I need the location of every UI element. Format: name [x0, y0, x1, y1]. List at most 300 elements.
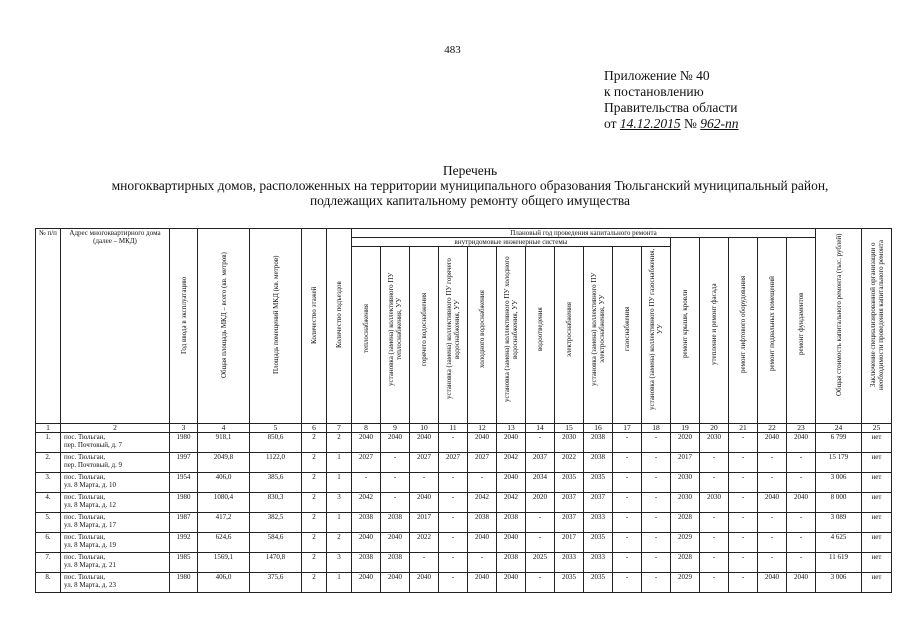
row-number: 8.: [36, 573, 61, 593]
cell-c16: 2035: [584, 533, 613, 553]
row-number: 3.: [36, 473, 61, 493]
table-row: [36, 513, 892, 533]
cell-ent: 1: [327, 513, 352, 533]
cell-c23: -: [787, 553, 816, 573]
address-line: ул. 8 Марта, д. 17: [64, 521, 116, 529]
cell-c20: -: [700, 573, 729, 593]
cell-total: 2049,8: [198, 453, 250, 473]
header-total-area: Общая площадь МКД – всего (кв. метров): [219, 252, 228, 378]
cell-c11: -: [439, 533, 468, 553]
header-hot-water: горячего водоснабжения: [420, 292, 428, 366]
cell-c23: 2040: [787, 573, 816, 593]
row-number: 7.: [36, 553, 61, 573]
cell-c12: 2040: [468, 573, 497, 593]
header-entrances: Количество подъездов: [335, 281, 343, 349]
column-number: 25: [862, 424, 892, 433]
cell-c15: 2017: [555, 533, 584, 553]
header-c14-cell: [526, 247, 555, 424]
column-number: 22: [758, 424, 787, 433]
cell-c12: 2038: [468, 513, 497, 533]
cell-year: 1980: [170, 433, 198, 453]
column-number: 19: [671, 424, 700, 433]
cell-c11: -: [439, 493, 468, 513]
title-line-1: Перечень: [442, 163, 498, 178]
header-floors-cell: [302, 229, 327, 424]
cell-c19: 2030: [671, 493, 700, 513]
cell-c11: 2027: [439, 453, 468, 473]
cell-year: 1954: [170, 473, 198, 493]
cell-c18: -: [642, 473, 671, 493]
address-line: ул. 8 Марта, д. 19: [64, 541, 116, 549]
cell-c10: 2040: [410, 573, 439, 593]
cell-c8: 2038: [352, 513, 381, 533]
cell-prem: 830,3: [250, 493, 302, 513]
cell-c22: 2040: [758, 573, 787, 593]
cell-c24: 8 000: [816, 493, 862, 513]
header-c10-cell: [410, 247, 439, 424]
cell-c23: -: [787, 513, 816, 533]
address-line: пос. Тюльган,: [64, 573, 106, 581]
table-row: [36, 553, 892, 573]
cell-total: 918,1: [198, 433, 250, 453]
cell-c16: 2035: [584, 573, 613, 593]
page-number: 483: [444, 44, 461, 56]
header-c19-cell: [671, 238, 700, 424]
row-number: 1.: [36, 433, 61, 453]
cell-year: 1997: [170, 453, 198, 473]
cell-c10: 2017: [410, 513, 439, 533]
column-number: 1: [36, 424, 61, 433]
cell-total: 624,6: [198, 533, 250, 553]
address-line: пос. Тюльган,: [64, 513, 106, 521]
column-number: 24: [816, 424, 862, 433]
cell-c23: -: [787, 453, 816, 473]
header-c15-cell: [555, 247, 584, 424]
row-address: [61, 513, 170, 533]
cell-c10: -: [410, 473, 439, 493]
header-gas: газоснабжения: [623, 306, 631, 352]
cell-ent: 3: [327, 553, 352, 573]
cell-c15: 2035: [555, 473, 584, 493]
cell-c23: -: [787, 473, 816, 493]
cell-c18: -: [642, 433, 671, 453]
cell-c18: -: [642, 573, 671, 593]
cell-c15: 2030: [555, 433, 584, 453]
repair-table: [35, 228, 892, 593]
cell-c15: 2037: [555, 513, 584, 533]
cell-c16: 2033: [584, 553, 613, 573]
header-c24-cell: [816, 229, 862, 424]
cell-c25: нет: [862, 433, 892, 453]
header-year: Год ввода в эксплуатацию: [179, 276, 188, 354]
table-row: [36, 493, 892, 513]
header-premises-area: Площадь помещений МКД (кв. метров): [271, 255, 280, 375]
cell-c25: нет: [862, 473, 892, 493]
cell-c16: 2035: [584, 473, 613, 493]
cell-c22: -: [758, 453, 787, 473]
cell-prem: 385,6: [250, 473, 302, 493]
cell-ent: 2: [327, 433, 352, 453]
cell-c13: 2042: [497, 453, 526, 473]
cell-c25: нет: [862, 553, 892, 573]
column-number: 18: [642, 424, 671, 433]
column-number: 3: [170, 424, 198, 433]
header-c9-cell: [381, 247, 410, 424]
header-year-cell: [170, 229, 198, 424]
cell-c11: -: [439, 513, 468, 533]
cell-c21: -: [729, 473, 758, 493]
cell-c11: -: [439, 553, 468, 573]
cell-c20: -: [700, 533, 729, 553]
cell-c8: 2042: [352, 493, 381, 513]
address-line: пос. Тюльган,: [64, 453, 106, 461]
cell-prem: 382,5: [250, 513, 302, 533]
header-c11-cell: [439, 247, 468, 424]
cell-c21: -: [729, 533, 758, 553]
cell-c18: -: [642, 453, 671, 473]
header-cold-water-meter: установка (замена) коллективного ПУ холодного водоснабжения, УУ: [503, 256, 519, 402]
cell-c10: 2040: [410, 433, 439, 453]
cell-c24: 3 089: [816, 513, 862, 533]
cell-c19: 2029: [671, 533, 700, 553]
address-line: ул. 8 Марта, д. 12: [64, 501, 116, 509]
cell-c20: 2030: [700, 433, 729, 453]
header-c25-cell: [862, 229, 892, 424]
cell-c14: 2025: [526, 553, 555, 573]
cell-c14: -: [526, 533, 555, 553]
cell-c8: -: [352, 473, 381, 493]
column-number: 6: [302, 424, 327, 433]
cell-floors: 2: [302, 453, 327, 473]
cell-year: 1985: [170, 553, 198, 573]
cell-c17: -: [613, 553, 642, 573]
cell-total: 417,2: [198, 513, 250, 533]
row-address: [61, 473, 170, 493]
address-line: пер. Почтовый, д. 7: [64, 441, 123, 449]
header-total-area-cell: [198, 229, 250, 424]
column-number: 9: [381, 424, 410, 433]
cell-c22: -: [758, 553, 787, 573]
cell-year: 1992: [170, 533, 198, 553]
cell-c8: 2040: [352, 533, 381, 553]
header-total-cost: Общая стоимость капитального ремонта (тыс. рублей): [834, 233, 843, 397]
header-row-1: [36, 229, 892, 238]
cell-c17: -: [613, 493, 642, 513]
table-row: [36, 533, 892, 553]
cell-c22: -: [758, 513, 787, 533]
cell-c24: 15 179: [816, 453, 862, 473]
row-number: 6.: [36, 533, 61, 553]
column-number: 20: [700, 424, 729, 433]
cell-c20: -: [700, 513, 729, 533]
column-number: 12: [468, 424, 497, 433]
cell-c16: 2038: [584, 453, 613, 473]
appendix-number: 962-пп: [700, 116, 739, 131]
cell-c14: -: [526, 573, 555, 593]
cell-year: 1987: [170, 513, 198, 533]
cell-c17: -: [613, 513, 642, 533]
cell-c9: 2040: [381, 433, 410, 453]
cell-c13: 2038: [497, 513, 526, 533]
row-number: 5.: [36, 513, 61, 533]
cell-c19: 2030: [671, 473, 700, 493]
address-line: пос. Тюльган,: [64, 533, 106, 541]
cell-c10: -: [410, 553, 439, 573]
cell-c16: 2037: [584, 493, 613, 513]
cell-floors: 2: [302, 513, 327, 533]
header-inner-group: внутридомовые инженерные системы: [352, 238, 671, 247]
cell-floors: 2: [302, 553, 327, 573]
cell-prem: 584,6: [250, 533, 302, 553]
cell-c19: 2017: [671, 453, 700, 473]
cell-c15: 2037: [555, 493, 584, 513]
cell-c19: 2020: [671, 433, 700, 453]
header-floors: Количество этажей: [310, 286, 318, 344]
appendix-num-sign: №: [683, 116, 697, 131]
cell-c25: нет: [862, 513, 892, 533]
header-elevator: ремонт лифтового оборудования: [739, 275, 747, 373]
header-c12-cell: [468, 247, 497, 424]
cell-c22: 2040: [758, 433, 787, 453]
column-number: 15: [555, 424, 584, 433]
cell-c18: -: [642, 533, 671, 553]
cell-c23: 2040: [787, 493, 816, 513]
cell-floors: 2: [302, 533, 327, 553]
address-line: ул. 8 Марта, д. 10: [64, 481, 116, 489]
cell-c20: 2030: [700, 493, 729, 513]
cell-c22: -: [758, 533, 787, 553]
column-number: 5: [250, 424, 302, 433]
cell-prem: 375,6: [250, 573, 302, 593]
appendix-date-line: [604, 116, 739, 132]
column-number: 10: [410, 424, 439, 433]
cell-ent: 3: [327, 493, 352, 513]
address-line: пос. Тюльган,: [64, 553, 106, 561]
address-line: пос. Тюльган,: [64, 493, 106, 501]
cell-c9: -: [381, 453, 410, 473]
table-body: [36, 433, 892, 593]
header-gas-meter: установка (замена) коллективного ПУ газоснабжения, УУ: [648, 248, 664, 410]
cell-year: 1980: [170, 493, 198, 513]
cell-floors: 2: [302, 493, 327, 513]
row-address: [61, 453, 170, 473]
cell-c19: 2029: [671, 573, 700, 593]
cell-c18: -: [642, 513, 671, 533]
row-address: [61, 533, 170, 553]
cell-c18: -: [642, 493, 671, 513]
column-number: 8: [352, 424, 381, 433]
cell-c21: -: [729, 493, 758, 513]
cell-c15: 2033: [555, 553, 584, 573]
cell-c24: 3 006: [816, 573, 862, 593]
table-row: [36, 453, 892, 473]
column-numbers-row: [36, 424, 892, 433]
column-number: 2: [61, 424, 170, 433]
header-hot-water-meter: установка (замена) коллективного ПУ горячего водоснабжения, УУ: [445, 258, 461, 400]
cell-c22: 2040: [758, 493, 787, 513]
cell-c10: 2022: [410, 533, 439, 553]
cell-c23: 2040: [787, 433, 816, 453]
header-c21-cell: [729, 238, 758, 424]
address-line: пос. Тюльган,: [64, 433, 106, 441]
cell-c24: 11 619: [816, 553, 862, 573]
cell-c9: -: [381, 473, 410, 493]
cell-c20: -: [700, 553, 729, 573]
cell-c14: 2037: [526, 453, 555, 473]
cell-c12: -: [468, 553, 497, 573]
cell-c15: 2022: [555, 453, 584, 473]
header-facade: утепление и ремонт фасада: [710, 283, 718, 365]
header-sewerage: водоотведения: [536, 307, 544, 351]
header-roof: ремонт крыши, кровли: [681, 289, 689, 359]
cell-c12: 2027: [468, 453, 497, 473]
address-line: ул. 8 Марта, д. 23: [64, 581, 116, 589]
document-title: [60, 163, 880, 208]
cell-c13: 2040: [497, 473, 526, 493]
appendix-block: [604, 68, 739, 132]
cell-total: 1080,4: [198, 493, 250, 513]
cell-c17: -: [613, 433, 642, 453]
cell-c16: 2033: [584, 513, 613, 533]
cell-c9: 2040: [381, 573, 410, 593]
cell-c14: 2034: [526, 473, 555, 493]
cell-c8: 2027: [352, 453, 381, 473]
header-c20-cell: [700, 238, 729, 424]
title-line-2: многоквартирных домов, расположенных на территории муниципального образования Тюльганский муниципальный район,: [111, 178, 829, 193]
cell-ent: 1: [327, 473, 352, 493]
cell-ent: 1: [327, 573, 352, 593]
header-basement: ремонт подвальных помещений: [768, 276, 776, 372]
header-heating: теплоснабжения: [362, 304, 370, 354]
row-address: [61, 573, 170, 593]
cell-year: 1980: [170, 573, 198, 593]
cell-c8: 2040: [352, 433, 381, 453]
cell-c21: -: [729, 453, 758, 473]
header-conclusion: Заключение специализированной организации о необходимости проведения капитального ремонта: [868, 240, 885, 390]
header-cold-water: холодного водоснабжения: [478, 290, 486, 368]
header-c22-cell: [758, 238, 787, 424]
column-number: 21: [729, 424, 758, 433]
cell-c25: нет: [862, 533, 892, 553]
cell-total: 1569,1: [198, 553, 250, 573]
cell-c12: 2042: [468, 493, 497, 513]
header-c23-cell: [787, 238, 816, 424]
column-number: 14: [526, 424, 555, 433]
cell-c14: -: [526, 513, 555, 533]
header-num: № п/п: [36, 229, 61, 424]
cell-c13: 2040: [497, 573, 526, 593]
header-c8-cell: [352, 247, 381, 424]
cell-c13: 2038: [497, 553, 526, 573]
cell-c17: -: [613, 453, 642, 473]
cell-c9: 2040: [381, 533, 410, 553]
cell-c20: -: [700, 453, 729, 473]
appendix-title: Приложение № 40: [604, 68, 710, 83]
cell-c8: 2038: [352, 553, 381, 573]
column-number: 16: [584, 424, 613, 433]
cell-c9: 2038: [381, 513, 410, 533]
cell-ent: 2: [327, 533, 352, 553]
cell-c12: 2040: [468, 533, 497, 553]
cell-floors: 2: [302, 473, 327, 493]
header-c17-cell: [613, 247, 642, 424]
header-heating-meter: установка (замена) коллективного ПУ теплоснабжения, УУ: [387, 272, 403, 386]
cell-c21: -: [729, 573, 758, 593]
appendix-from: от: [604, 116, 617, 131]
header-address: Адрес многоквартирного дома (далее – МКД): [61, 229, 170, 424]
cell-c13: 2040: [497, 433, 526, 453]
cell-c19: 2028: [671, 513, 700, 533]
cell-c19: 2028: [671, 553, 700, 573]
address-line: пос. Тюльган,: [64, 473, 106, 481]
title-line-3: подлежащих капитальному ремонту общего имущества: [309, 193, 631, 208]
cell-c20: -: [700, 473, 729, 493]
cell-c17: -: [613, 573, 642, 593]
cell-c24: 4 625: [816, 533, 862, 553]
cell-c21: -: [729, 553, 758, 573]
header-foundation: ремонт фундаментов: [797, 292, 805, 356]
column-number: 23: [787, 424, 816, 433]
cell-c10: 2040: [410, 493, 439, 513]
column-number: 11: [439, 424, 468, 433]
cell-c13: 2042: [497, 493, 526, 513]
column-number: 17: [613, 424, 642, 433]
cell-c9: 2038: [381, 553, 410, 573]
cell-prem: 850,6: [250, 433, 302, 453]
cell-c11: -: [439, 473, 468, 493]
cell-c12: -: [468, 473, 497, 493]
header-c16-cell: [584, 247, 613, 424]
table-row: [36, 573, 892, 593]
appendix-line-3: Правительства области: [604, 100, 738, 115]
column-number: 7: [327, 424, 352, 433]
cell-c12: 2040: [468, 433, 497, 453]
cell-c24: 6 799: [816, 433, 862, 453]
cell-c25: нет: [862, 493, 892, 513]
appendix-line-2: к постановлению: [604, 84, 704, 99]
cell-c24: 3 006: [816, 473, 862, 493]
cell-floors: 2: [302, 573, 327, 593]
header-electricity: электроснабжения: [565, 301, 573, 357]
cell-c11: -: [439, 573, 468, 593]
cell-c17: -: [613, 533, 642, 553]
address-line: ул. 8 Марта, д. 21: [64, 561, 116, 569]
row-address: [61, 433, 170, 453]
row-number: 4.: [36, 493, 61, 513]
cell-c17: -: [613, 473, 642, 493]
appendix-date: 14.12.2015: [619, 116, 681, 131]
cell-c15: 2035: [555, 573, 584, 593]
table-row: [36, 433, 892, 453]
cell-total: 406,0: [198, 573, 250, 593]
cell-c16: 2038: [584, 433, 613, 453]
cell-c13: 2040: [497, 533, 526, 553]
cell-prem: 1122,0: [250, 453, 302, 473]
cell-c22: -: [758, 473, 787, 493]
header-c18-cell: [642, 247, 671, 424]
header-electricity-meter: установка (замена) коллективного ПУ электроснабжения, УУ: [590, 272, 606, 386]
cell-c21: -: [729, 513, 758, 533]
cell-c9: -: [381, 493, 410, 513]
cell-floors: 2: [302, 433, 327, 453]
cell-total: 406,0: [198, 473, 250, 493]
cell-c23: -: [787, 533, 816, 553]
cell-c14: 2020: [526, 493, 555, 513]
cell-c11: -: [439, 433, 468, 453]
row-number: 2.: [36, 453, 61, 473]
cell-c25: нет: [862, 573, 892, 593]
cell-c18: -: [642, 553, 671, 573]
